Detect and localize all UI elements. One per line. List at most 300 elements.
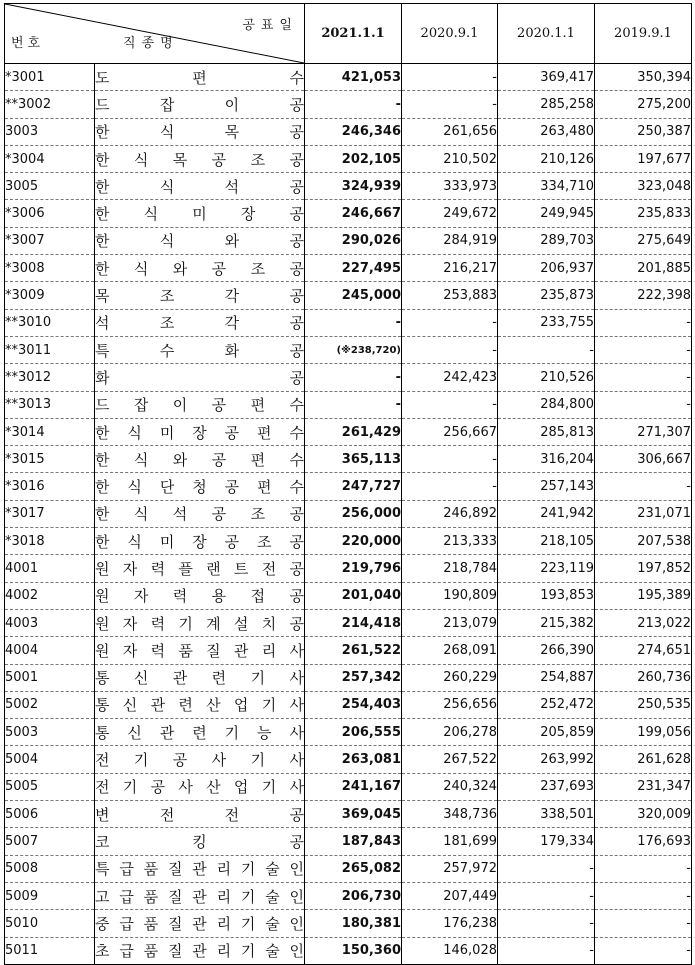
job-name-char: 석 [95, 314, 110, 333]
job-name-char: 원 [95, 559, 110, 578]
job-name-char: 이 [172, 396, 188, 415]
job-name-char: 관 [159, 723, 175, 742]
wage-value: 240,324 [402, 773, 498, 800]
job-name [95, 285, 304, 306]
table-row [5, 773, 692, 800]
table-row [5, 855, 692, 882]
job-name-cell [95, 391, 305, 418]
job-name-char: 수 [289, 423, 304, 442]
wage-value: 285,258 [498, 91, 595, 118]
job-name-cell [95, 855, 305, 882]
job-name-char: 잡 [133, 396, 149, 415]
job-name-cell [95, 910, 305, 937]
wage-value: - [305, 309, 402, 336]
job-name-char: 전 [261, 559, 277, 578]
table-row [5, 336, 692, 363]
table-row [5, 801, 692, 828]
job-name-char: 질 [167, 942, 183, 961]
table-row [5, 937, 692, 964]
job-name-char: 공 [289, 150, 304, 169]
job-name-char: 장 [192, 532, 207, 551]
job-name-char: 기 [240, 887, 256, 906]
wage-value: - [305, 364, 402, 391]
job-name-char: 한 [95, 259, 110, 278]
wage-value: 235,873 [498, 282, 595, 309]
job-name-char: 공 [211, 150, 227, 169]
row-number: *3009 [5, 282, 95, 309]
wage-value: 256,667 [402, 418, 498, 445]
job-name [95, 640, 304, 661]
job-name [95, 667, 304, 688]
job-name [95, 203, 304, 224]
wage-value: 250,387 [595, 118, 692, 145]
job-name-char: 공 [211, 450, 227, 469]
header-date-2021-1-1: 2021.1.1 [305, 4, 402, 64]
job-name-char: 한 [95, 505, 110, 524]
row-number: 5008 [5, 855, 95, 882]
wage-value: 213,333 [402, 528, 498, 555]
table-body [5, 64, 692, 965]
wage-value: 263,081 [305, 746, 402, 773]
wage-value: 350,394 [595, 64, 692, 91]
job-name-char: 계 [206, 614, 221, 633]
table-row [5, 882, 692, 909]
job-name-char: 사 [211, 751, 227, 770]
row-number: **3010 [5, 309, 95, 336]
wage-value: 193,853 [498, 582, 595, 609]
job-name [95, 804, 304, 825]
wage-value: 197,677 [595, 145, 692, 172]
job-name [95, 585, 304, 606]
job-name-char: 드 [95, 95, 110, 114]
wage-value: 284,919 [402, 227, 498, 254]
wage-value: - [595, 364, 692, 391]
job-name-char: 미 [159, 423, 175, 442]
job-name-char: 관 [150, 696, 166, 715]
job-name-char: 리 [216, 887, 232, 906]
job-name-char: 력 [150, 614, 166, 633]
row-number: 5009 [5, 882, 95, 909]
wage-value: - [402, 391, 498, 418]
wage-value: 421,053 [305, 64, 402, 91]
job-name-char: 전 [224, 805, 240, 824]
job-name-char: 식 [127, 423, 142, 442]
table-row [5, 500, 692, 527]
wage-value: 199,056 [595, 719, 692, 746]
wage-value: 333,973 [402, 173, 498, 200]
job-name [95, 149, 304, 170]
job-name-char: 전 [95, 778, 110, 797]
job-name-char: 조 [250, 505, 266, 524]
wage-value: 338,501 [498, 801, 595, 828]
job-name-cell [95, 500, 305, 527]
job-name [95, 476, 304, 497]
table-row [5, 609, 692, 636]
job-name-char: 한 [95, 205, 110, 224]
job-name [95, 722, 304, 743]
wage-value: 227,495 [305, 255, 402, 282]
wage-value: 289,703 [498, 227, 595, 254]
job-name-char: 트 [233, 559, 249, 578]
job-name [95, 694, 304, 715]
job-name-char: 공 [289, 614, 304, 633]
job-name-char: 사 [289, 696, 304, 715]
row-number: **3002 [5, 91, 95, 118]
job-name-char: 석 [224, 177, 240, 196]
job-name [95, 367, 304, 388]
job-name-char: 질 [206, 641, 221, 660]
job-name [95, 886, 304, 907]
wage-value: 320,009 [595, 801, 692, 828]
job-name-char: 공 [211, 505, 227, 524]
job-name-char: 식 [133, 259, 149, 278]
wage-value: - [498, 336, 595, 363]
wage-value: 334,710 [498, 173, 595, 200]
job-name [95, 749, 304, 770]
wage-value: 223,119 [498, 555, 595, 582]
job-name-char: 력 [150, 641, 166, 660]
job-name-char: 업 [233, 696, 249, 715]
wage-value: 249,945 [498, 200, 595, 227]
job-name-char: 전 [95, 751, 110, 770]
wage-value: 261,656 [402, 118, 498, 145]
job-name-char: 신 [127, 723, 142, 742]
wage-value: 256,656 [402, 691, 498, 718]
job-name-char: 품 [143, 914, 159, 933]
row-number: 5005 [5, 773, 95, 800]
job-name-char: 석 [172, 505, 188, 524]
diagonal-header-cell [5, 4, 305, 64]
job-name-char: 용 [211, 587, 227, 606]
job-name-char: 공 [211, 259, 227, 278]
job-name-char: 기 [240, 942, 256, 961]
table-row [5, 364, 692, 391]
wage-value: 181,699 [402, 828, 498, 855]
job-name-char: 코 [95, 832, 110, 851]
job-name-cell [95, 336, 305, 363]
job-name [95, 121, 304, 142]
table-row [5, 691, 692, 718]
wage-value: 257,972 [402, 855, 498, 882]
job-name [95, 858, 304, 879]
job-name-char: 화 [224, 341, 240, 360]
job-name-char: 업 [233, 778, 249, 797]
job-name-cell [95, 64, 305, 91]
job-name [95, 913, 304, 934]
job-name-cell [95, 555, 305, 582]
wage-value: 246,667 [305, 200, 402, 227]
table-row [5, 910, 692, 937]
job-name-cell [95, 200, 305, 227]
job-name-char: 드 [95, 396, 110, 415]
wage-value: 176,693 [595, 828, 692, 855]
wage-value: 324,939 [305, 173, 402, 200]
wage-value: 213,079 [402, 609, 498, 636]
job-name-char: 급 [119, 887, 134, 906]
wage-value: 254,403 [305, 691, 402, 718]
wage-value: 216,217 [402, 255, 498, 282]
job-name-char: 전 [159, 805, 175, 824]
wage-value: 369,045 [305, 801, 402, 828]
table-row [5, 227, 692, 254]
wage-value: 219,796 [305, 555, 402, 582]
wage-value: 190,809 [402, 582, 498, 609]
wage-value: 267,522 [402, 746, 498, 773]
wage-value: 213,022 [595, 609, 692, 636]
wage-value: 201,885 [595, 255, 692, 282]
job-name-char: 공 [289, 177, 304, 196]
job-name-char: 편 [250, 450, 266, 469]
job-name-char: 조 [250, 150, 266, 169]
job-name [95, 94, 304, 115]
job-name-char: 공 [289, 259, 304, 278]
job-name-cell [95, 255, 305, 282]
job-name [95, 558, 304, 579]
job-name-char: 미 [192, 205, 207, 224]
job-name-char: 공 [289, 368, 304, 387]
job-name-cell [95, 473, 305, 500]
job-name-char: 조 [257, 532, 272, 551]
job-name-char: 질 [167, 914, 183, 933]
table-row [5, 145, 692, 172]
table-row [5, 173, 692, 200]
job-name-char: 수 [289, 450, 304, 469]
table-row [5, 200, 692, 227]
job-name-char: 공 [211, 396, 227, 415]
job-name-char: 고 [95, 887, 110, 906]
header-number-label: 번호 [11, 36, 45, 51]
job-name-char: 기 [250, 751, 266, 770]
wage-value: - [498, 937, 595, 964]
wage-value: 260,229 [402, 664, 498, 691]
wage-value: 235,833 [595, 200, 692, 227]
row-number: 4002 [5, 582, 95, 609]
job-name-char: 품 [143, 887, 159, 906]
job-name-char: 화 [95, 368, 110, 387]
wage-value: (※238,720) [305, 336, 402, 363]
row-number: *3016 [5, 473, 95, 500]
row-number: 5006 [5, 801, 95, 828]
wage-value: 207,538 [595, 528, 692, 555]
job-name-char: 관 [172, 669, 188, 688]
table-row [5, 582, 692, 609]
job-name-char: 와 [172, 259, 188, 278]
wage-value: 150,360 [305, 937, 402, 964]
job-name-char: 자 [122, 641, 138, 660]
job-name-char: 술 [265, 860, 280, 879]
job-name-char: 인 [289, 887, 304, 906]
row-number: 5011 [5, 937, 95, 964]
job-name-cell [95, 773, 305, 800]
wage-value: - [595, 937, 692, 964]
job-name-char: 공 [289, 205, 304, 224]
job-name-char: 사 [289, 641, 304, 660]
wage-value: 206,937 [498, 255, 595, 282]
wage-value: 245,000 [305, 282, 402, 309]
job-name-char: 원 [95, 614, 110, 633]
job-name [95, 940, 304, 961]
wage-value: - [402, 309, 498, 336]
job-name-char: 자 [133, 587, 149, 606]
wage-value: 179,334 [498, 828, 595, 855]
wage-value: 257,342 [305, 664, 402, 691]
job-name-char: 사 [289, 723, 304, 742]
job-name-char: 치 [261, 614, 277, 633]
header-publication-date-label: 공표일 [242, 18, 298, 33]
job-name-cell [95, 882, 305, 909]
job-name-cell [95, 309, 305, 336]
job-name-char: 공 [224, 478, 240, 497]
job-name-char: 자 [122, 559, 138, 578]
job-name-char: 수 [289, 68, 304, 87]
wage-value: 261,522 [305, 637, 402, 664]
job-name-char: 신 [122, 696, 138, 715]
wage-value: - [595, 473, 692, 500]
wage-value: 222,398 [595, 282, 692, 309]
job-name-char: 목 [224, 123, 240, 142]
job-name-char: 플 [178, 559, 193, 578]
job-name-char: 기 [133, 751, 149, 770]
job-name-char: 관 [192, 914, 207, 933]
job-name-char: 식 [159, 232, 175, 251]
job-name-char: 질 [167, 887, 183, 906]
job-name-char: 사 [289, 669, 304, 688]
wage-value: 210,526 [498, 364, 595, 391]
row-number: *3004 [5, 145, 95, 172]
job-name-char: 수 [159, 341, 175, 360]
job-name-char: 품 [143, 860, 159, 879]
table-row [5, 282, 692, 309]
job-name-char: 능 [257, 723, 272, 742]
job-name-char: 기 [240, 914, 256, 933]
job-name-cell [95, 364, 305, 391]
job-name [95, 831, 304, 852]
job-name-char: 편 [192, 68, 207, 87]
row-number: *3001 [5, 64, 95, 91]
job-name-char: 인 [289, 860, 304, 879]
job-name-char: 한 [95, 478, 110, 497]
job-name-char: 급 [119, 942, 134, 961]
wage-value: 246,346 [305, 118, 402, 145]
wage-value: 218,105 [498, 528, 595, 555]
job-name-char: 도 [95, 68, 110, 87]
job-name [95, 312, 304, 333]
wage-value: 207,449 [402, 882, 498, 909]
job-name-cell [95, 937, 305, 964]
job-name [95, 258, 304, 279]
job-name-char: 편 [257, 423, 272, 442]
row-number: 5010 [5, 910, 95, 937]
wage-value: 275,200 [595, 91, 692, 118]
job-name-char: 장 [240, 205, 256, 224]
job-name-char: 자 [122, 614, 138, 633]
wage-value: - [595, 336, 692, 363]
job-name-cell [95, 719, 305, 746]
table-row [5, 719, 692, 746]
table-row [5, 309, 692, 336]
wage-value: - [595, 855, 692, 882]
table-row [5, 64, 692, 91]
job-name-char: 미 [159, 532, 175, 551]
job-name-cell [95, 828, 305, 855]
wage-value: - [305, 391, 402, 418]
row-number: 5003 [5, 719, 95, 746]
wage-value: 233,755 [498, 309, 595, 336]
job-name-cell [95, 282, 305, 309]
wage-value: 231,071 [595, 500, 692, 527]
row-number: 4003 [5, 609, 95, 636]
wage-value: 206,278 [402, 719, 498, 746]
table-row [5, 555, 692, 582]
wage-value: 261,429 [305, 418, 402, 445]
wage-value: 246,892 [402, 500, 498, 527]
wage-value: - [402, 446, 498, 473]
wage-value: 263,992 [498, 746, 595, 773]
job-name-char: 조 [250, 259, 266, 278]
wage-value: 218,784 [402, 555, 498, 582]
wage-value: 247,727 [305, 473, 402, 500]
wage-value: 250,535 [595, 691, 692, 718]
job-name-char: 공 [289, 123, 304, 142]
job-name-char: 술 [265, 942, 280, 961]
job-name-char: 단 [159, 478, 175, 497]
wage-value: 210,126 [498, 145, 595, 172]
job-name-char: 특 [95, 341, 110, 360]
wage-value: 237,693 [498, 773, 595, 800]
wage-value: 215,382 [498, 609, 595, 636]
wage-value: - [402, 336, 498, 363]
job-name-char: 산 [206, 696, 221, 715]
job-name [95, 340, 304, 361]
wage-value: - [498, 910, 595, 937]
wage-value: 253,883 [402, 282, 498, 309]
job-name [95, 394, 304, 415]
job-name-cell [95, 418, 305, 445]
job-name-char: 공 [224, 532, 240, 551]
wage-value: 187,843 [305, 828, 402, 855]
job-name-char: 식 [143, 205, 159, 224]
job-name-char: 식 [159, 177, 175, 196]
job-name-char: 통 [95, 669, 110, 688]
wage-value: 268,091 [402, 637, 498, 664]
row-number: **3011 [5, 336, 95, 363]
job-name-cell [95, 145, 305, 172]
job-name-char: 련 [192, 723, 207, 742]
wage-value: 275,649 [595, 227, 692, 254]
table-row [5, 746, 692, 773]
job-name-char: 련 [178, 696, 193, 715]
table-row [5, 473, 692, 500]
row-number: **3013 [5, 391, 95, 418]
job-name-cell [95, 746, 305, 773]
job-name-cell [95, 118, 305, 145]
wage-value: 220,000 [305, 528, 402, 555]
job-name-char: 사 [289, 778, 304, 797]
wage-value: - [595, 309, 692, 336]
wage-value: 365,113 [305, 446, 402, 473]
job-name-char: 식 [133, 505, 149, 524]
wage-value: 214,418 [305, 609, 402, 636]
wage-value: - [402, 64, 498, 91]
job-name-char: 공 [172, 751, 188, 770]
row-number: 3005 [5, 173, 95, 200]
table-row [5, 391, 692, 418]
job-name-char: 술 [265, 887, 280, 906]
row-number: 4001 [5, 555, 95, 582]
job-name-char: 초 [95, 942, 110, 961]
job-name [95, 613, 304, 634]
job-name-char: 잡 [159, 95, 175, 114]
